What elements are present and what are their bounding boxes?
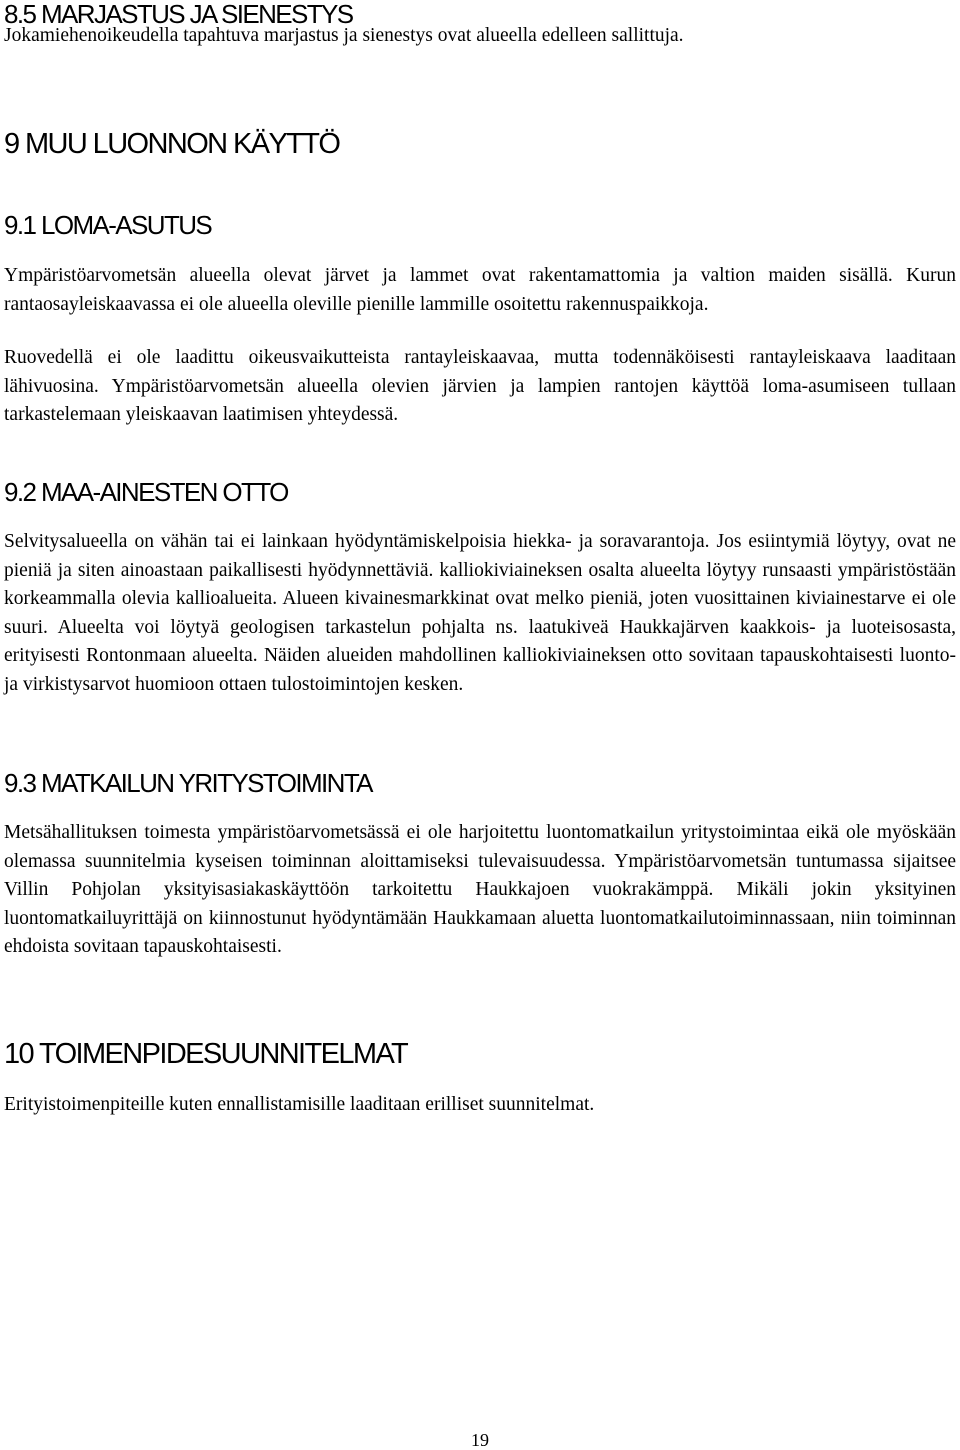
section-10-heading: 10 TOIMENPIDESUUNNITELMAT bbox=[4, 1038, 408, 1070]
section-9-1-heading: 9.1 LOMA-ASUTUS bbox=[4, 210, 212, 240]
section-9-2-paragraph: Selvitysalueella on vähän tai ei lainkaan hyödyntämiskelpoisia hiekka- ja soravarantoja. Jos esiintymiä löytyy, ovat ne pieniä ja siten ainoastaan paikallisesti hyödynnettäviä. kalliokiviaineksen osalta alueelta löytyy runsaasti ympäristöstään korkeammalla olevia kallioalueita. Alueen kivainesmarkkinat ovat melko pieniä, joten vuosittainen kiviainestarve ei ole suuri. Alueelta voi löytyä geologisen tarkastelun pohjalta ns. laatukiveä Haukkajärven kaakkois- ja luoteisosasta, erityisesti Rontonmaan alueelta. Näiden alueiden mahdollinen kalliokiviaineksen otto sovitaan tapauskohtaisesti luonto- ja virkistysarvot huomioon ottaen tulostoimintojen kesken. bbox=[4, 531, 956, 695]
page-number: 19 bbox=[471, 1430, 489, 1450]
section-9-2-heading: 9.2 MAA-AINESTEN OTTO bbox=[4, 477, 288, 507]
section-9-1-paragraph-1: Ympäristöarvometsän alueella olevat järvet ja lammet ovat rakentamattomia ja valtion maiden sisällä. Kurun rantaosayleiskaavassa ei ole alueella oleville pienille lammille osoitettu rakennuspaikkoja. bbox=[4, 265, 956, 315]
section-8-5-paragraph: Jokamiehenoikeudella tapahtuva marjastus ja sienestys ovat alueella edelleen sallittuja. bbox=[4, 25, 684, 46]
section-10-paragraph: Erityistoimenpiteille kuten ennallistamisille laaditaan erilliset suunnitelmat. bbox=[4, 1094, 595, 1115]
section-9-3-paragraph: Metsähallituksen toimesta ympäristöarvometsässä ei ole harjoitettu luontomatkailun yritystoimintaa eikä ole myöskään olemassa suunnitelmia kyseisen toiminnan aloittamiseksi tulevaisuudessa. Ympäristöarvometsän tuntumassa sijaitsee Villin Pohjolan yksityisasiakaskäyttöön tarkoitettu Haukkajoen vuokrakämppä. Mikäli jokin yksityinen luontomatkailuyrittäjä on kiinnostunut hyödyntämään Haukkamaan aluetta luontomatkailutoiminnassaan, niin toiminnan ehdoista sovitaan tapauskohtaisesti. bbox=[4, 822, 956, 958]
section-9-heading: 9 MUU LUONNON KÄYTTÖ bbox=[4, 128, 340, 160]
section-9-1-paragraph-2: Ruovedellä ei ole laadittu oikeusvaikutteista rantayleiskaavaa, mutta todennäköisesti rantayleiskaava laaditaan lähivuosina. Ympäristöarvometsän alueella olevien järvien ja lampien rantojen käyttöä loma-asumiseen tullaan tarkastelemaan yleiskaavan laatimisen yhteydessä. bbox=[4, 347, 956, 426]
section-8-5-heading: 8.5 MARJASTUS JA SIENESTYS bbox=[4, 0, 353, 29]
section-9-3-heading: 9.3 MATKAILUN YRITYSTOIMINTA bbox=[4, 768, 372, 798]
